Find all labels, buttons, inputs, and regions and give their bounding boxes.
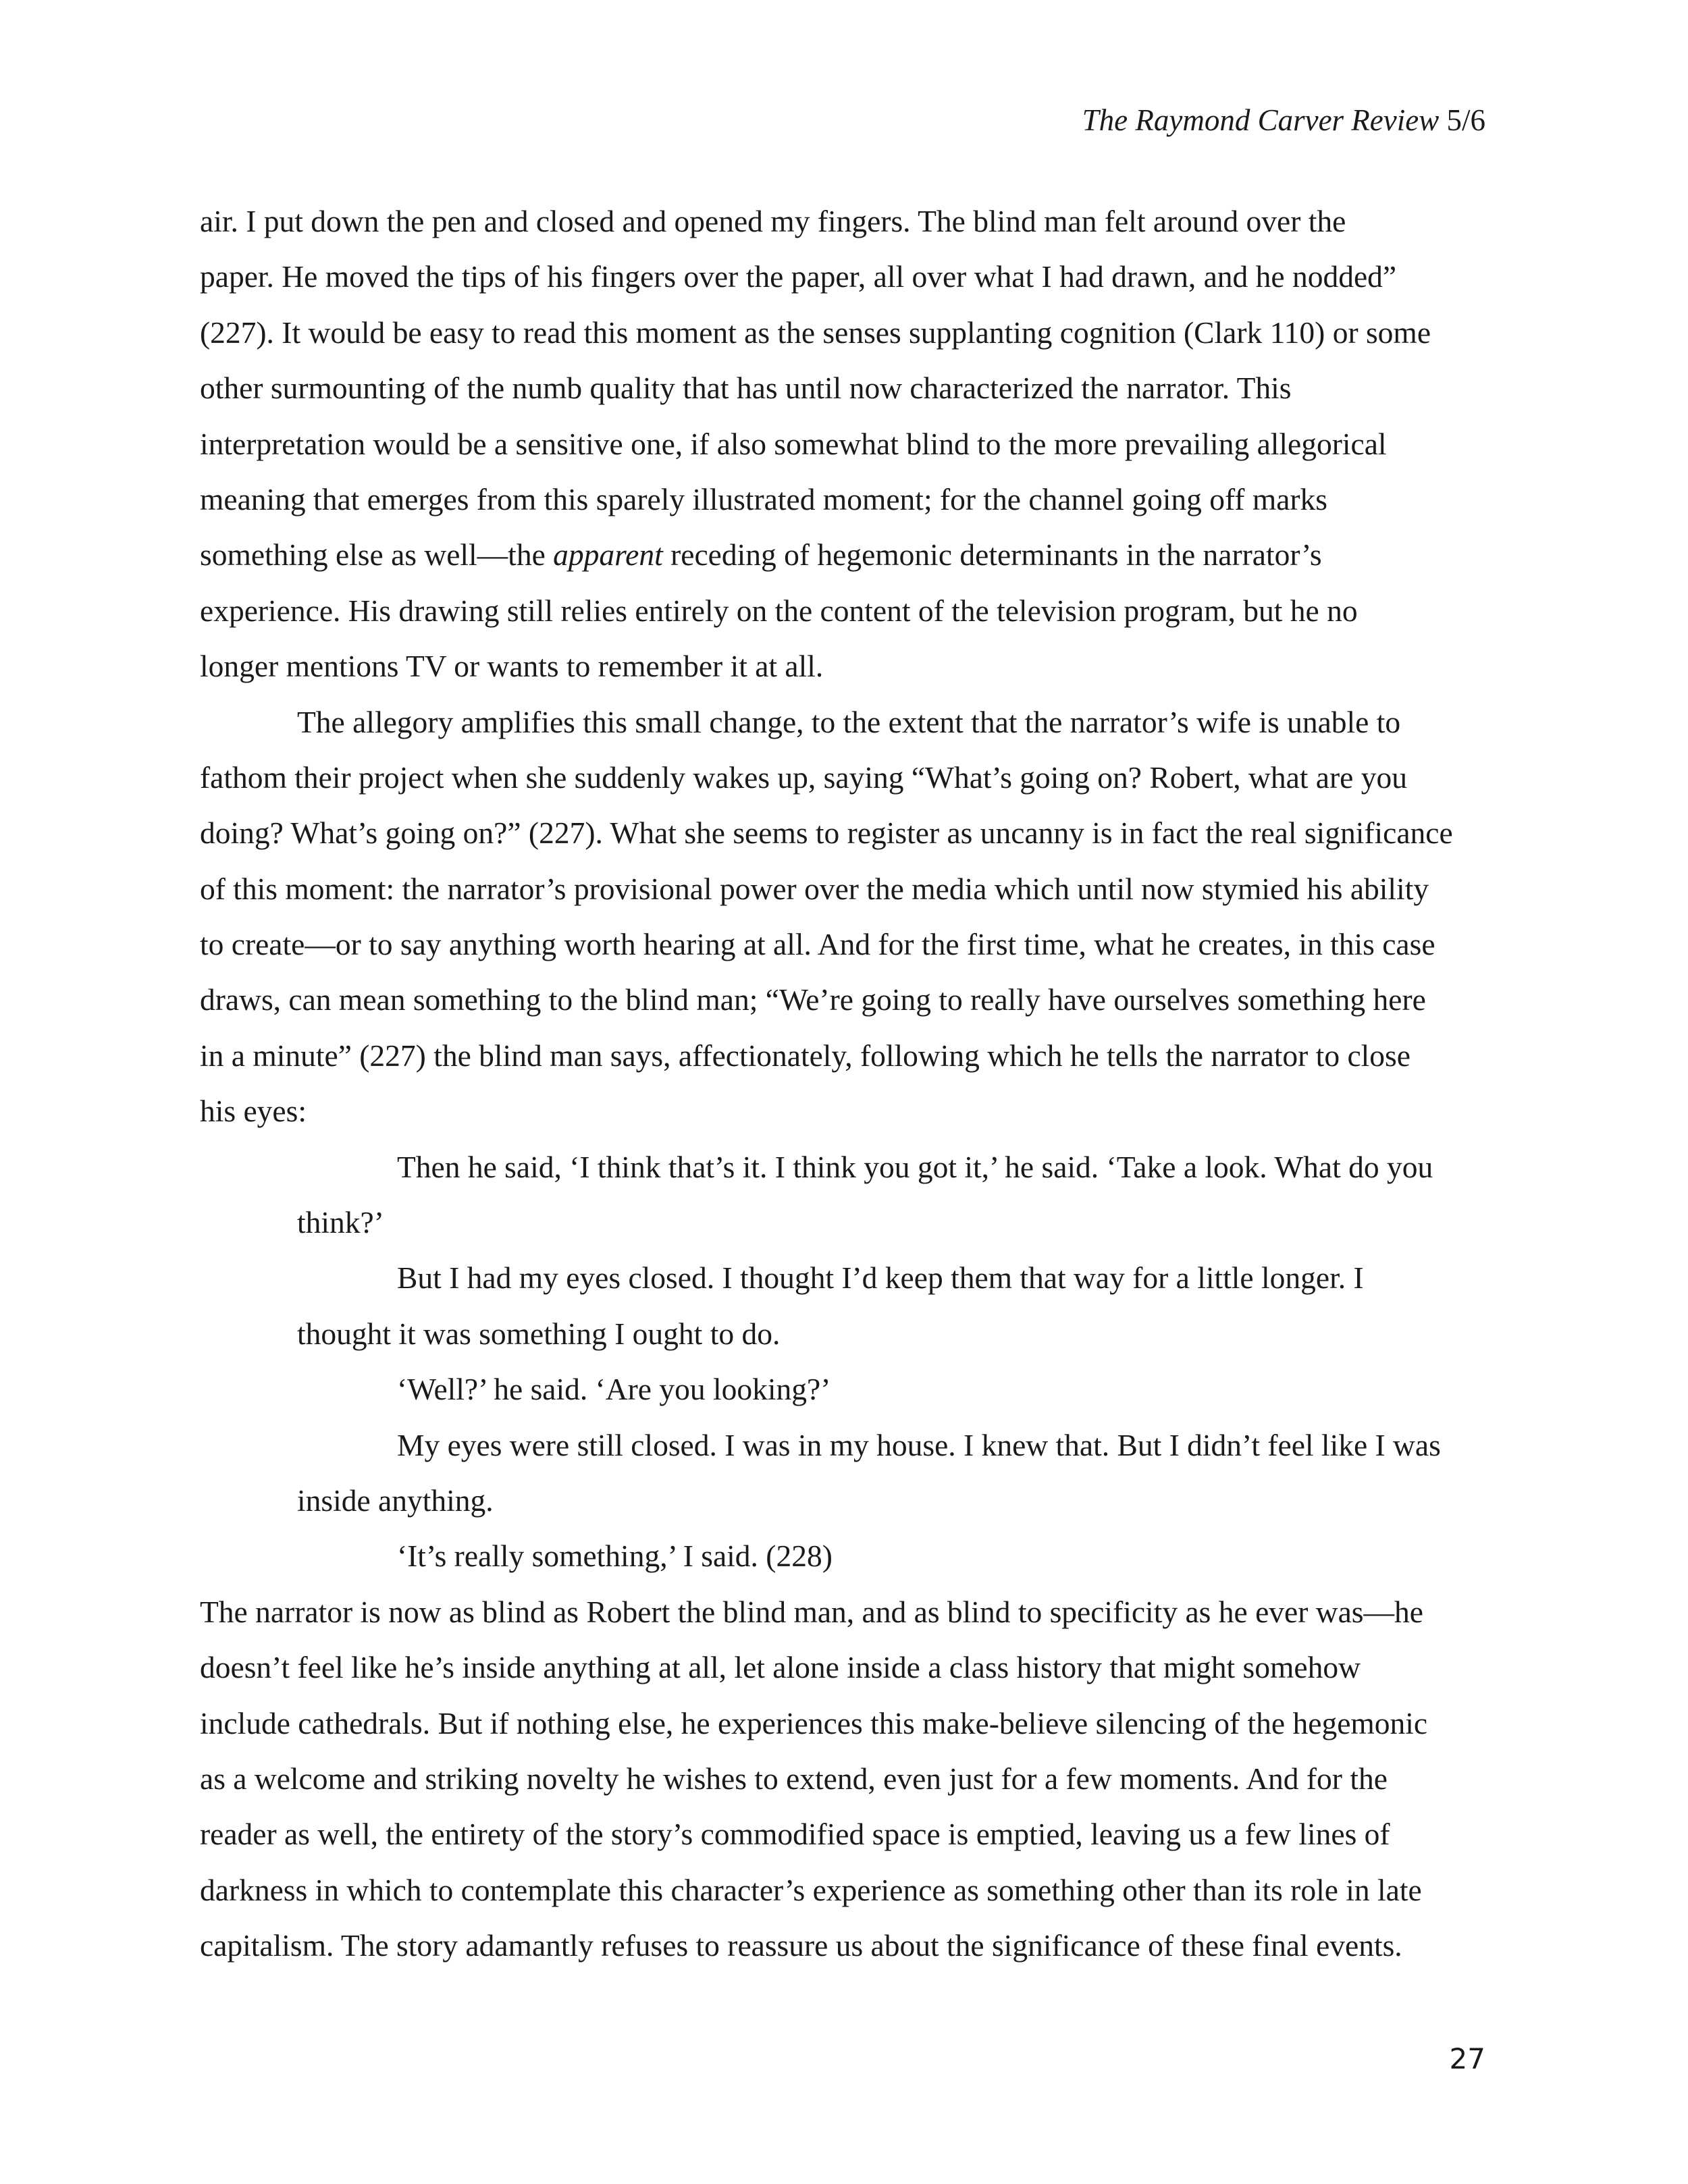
quote-line: inside anything. bbox=[297, 1483, 494, 1518]
quote-line: think?’ bbox=[297, 1205, 384, 1240]
body-line: include cathedrals. But if nothing else, he experiences this make-believe silencing of the hegemonic bbox=[200, 1705, 1428, 1740]
body-line: doing? What’s going on?” (227). What she seems to register as uncanny is in fact the real significance bbox=[200, 816, 1453, 851]
journal-title: The Raymond Carver Review bbox=[1082, 103, 1440, 137]
quote-line: ‘Well?’ he said. ‘Are you looking?’ bbox=[397, 1372, 831, 1407]
quote-line: My eyes were still closed. I was in my house. I knew that. But I didn’t feel like I was bbox=[397, 1427, 1441, 1462]
issue-number: 5/6 bbox=[1446, 103, 1485, 137]
body-line: in a minute” (227) the blind man says, affectionately, following which he tells the narrator to close bbox=[200, 1038, 1410, 1073]
body-line: meaning that emerges from this sparely illustrated moment; for the channel going off marks bbox=[200, 481, 1328, 516]
body-line: air. I put down the pen and closed and opened my fingers. The blind man felt around over the bbox=[200, 204, 1346, 238]
body-line: draws, can mean something to the blind man; “We’re going to really have ourselves something here bbox=[200, 982, 1426, 1017]
body-line-with-emphasis bbox=[200, 527, 1496, 583]
quote-line: ‘It’s really something,’ I said. (228) bbox=[397, 1539, 833, 1574]
block-quote bbox=[200, 1140, 1496, 1584]
body-text-segment: receding of hegemonic determinants in the narrator’s bbox=[662, 537, 1322, 572]
body-line: darkness in which to contemplate this character’s experience as something other than its role in late bbox=[200, 1872, 1422, 1907]
body-line: doesn’t feel like he’s inside anything at all, let alone inside a class history that might somehow bbox=[200, 1650, 1361, 1685]
page-number: 27 bbox=[1449, 2042, 1485, 2075]
body-line: reader as well, the entirety of the story’s commodified space is emptied, leaving us a few lines of bbox=[200, 1817, 1390, 1852]
emphasized-word: apparent bbox=[553, 537, 663, 572]
article-body bbox=[200, 194, 1496, 1974]
quote-line: Then he said, ‘I think that’s it. I think you got it,’ he said. ‘Take a look. What do you bbox=[397, 1149, 1433, 1184]
body-line: fathom their project when she suddenly wakes up, saying “What’s going on? Robert, what are you bbox=[200, 760, 1407, 795]
body-line: paper. He moved the tips of his fingers over the paper, all over what I had drawn, and he nodded” bbox=[200, 259, 1397, 294]
body-text-segment: something else as well—the bbox=[200, 537, 554, 572]
quote-line: thought it was something I ought to do. bbox=[297, 1316, 781, 1351]
running-header bbox=[1082, 100, 1485, 140]
body-line: capitalism. The story adamantly refuses to reassure us about the significance of these final events. bbox=[200, 1928, 1402, 1963]
body-line: to create—or to say anything worth hearing at all. And for the first time, what he creates, in this case bbox=[200, 927, 1435, 962]
body-line: experience. His drawing still relies entirely on the content of the television program, but he no bbox=[200, 593, 1358, 628]
body-line: interpretation would be a sensitive one, if also somewhat blind to the more prevailing allegorical bbox=[200, 426, 1387, 461]
paragraph-first-line: The allegory amplifies this small change, to the extent that the narrator’s wife is unable to bbox=[297, 704, 1401, 739]
body-line: longer mentions TV or wants to remember it at all. bbox=[200, 649, 824, 684]
quote-line: But I had my eyes closed. I thought I’d keep them that way for a little longer. I bbox=[397, 1260, 1364, 1296]
body-line: of this moment: the narrator’s provisional power over the media which until now stymied his ability bbox=[200, 871, 1429, 906]
body-line: as a welcome and striking novelty he wishes to extend, even just for a few moments. And for the bbox=[200, 1761, 1388, 1796]
body-line: (227). It would be easy to read this moment as the senses supplanting cognition (Clark 110) or some bbox=[200, 315, 1431, 350]
body-line: The narrator is now as blind as Robert the blind man, and as blind to specificity as he ever was—he bbox=[200, 1594, 1423, 1629]
body-line: other surmounting of the numb quality that has until now characterized the narrator. This bbox=[200, 371, 1292, 406]
body-line: his eyes: bbox=[200, 1094, 307, 1129]
